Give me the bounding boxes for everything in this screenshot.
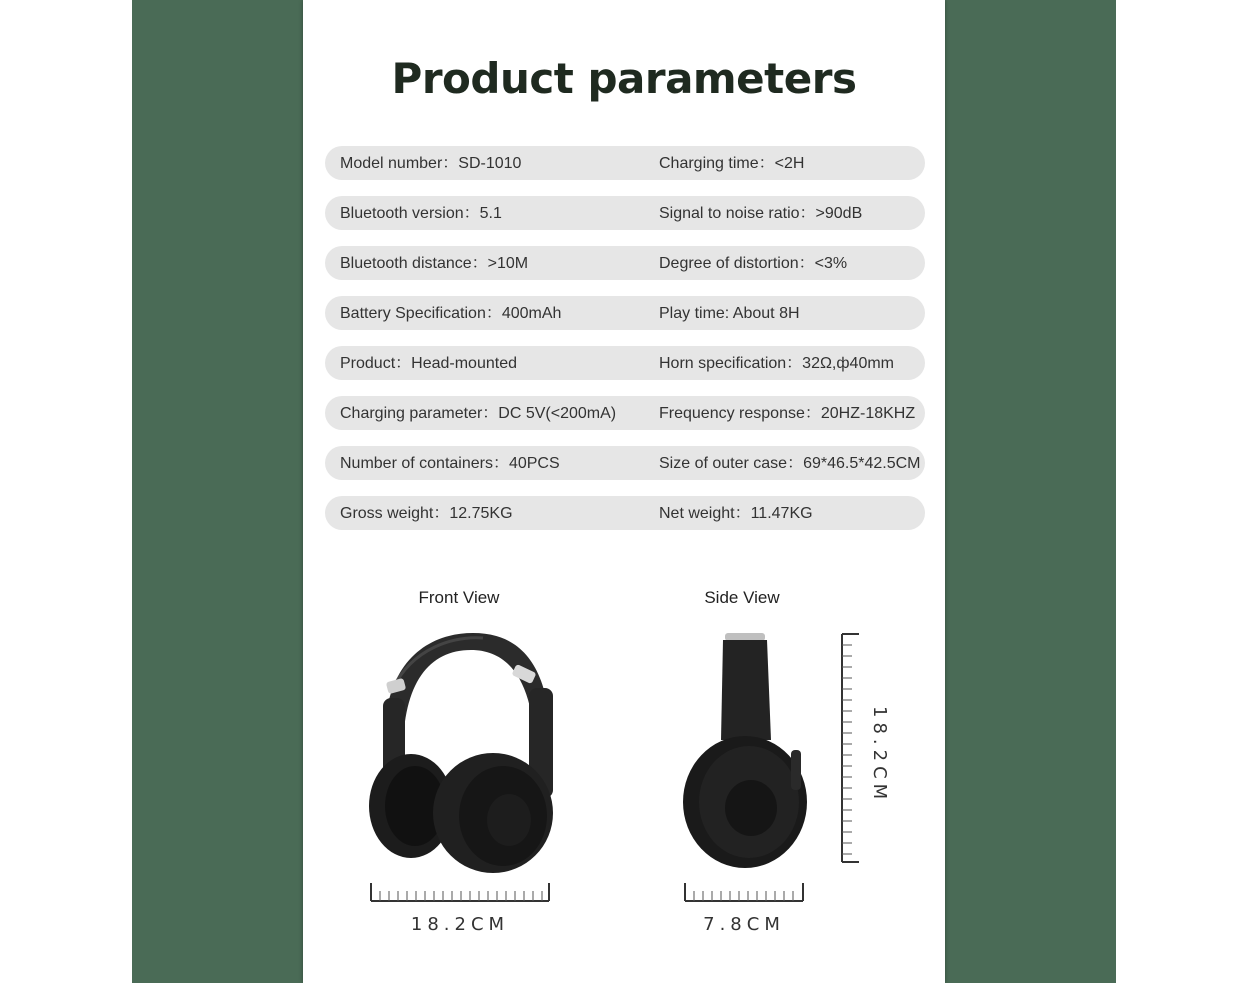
side-height-label: 18.2CM (869, 706, 890, 805)
parameter-right: Size of outer case：69*46.5*42.5CM (659, 455, 921, 472)
side-view-label: Side View (704, 588, 780, 607)
page-title: Product parameters (391, 54, 857, 103)
front-width-label: 18.2CM (410, 914, 510, 935)
parameter-right: Horn specification：32Ω,ф40mm (659, 355, 894, 372)
parameter-left: Bluetooth version：5.1 (340, 205, 502, 222)
front-width-ruler (370, 883, 550, 903)
parameter-row (325, 346, 925, 380)
parameter-row (325, 396, 925, 430)
parameter-left: Battery Specification：400mAh (340, 305, 562, 322)
parameter-right: Net weight：11.47KG (659, 505, 813, 522)
parameter-right: Frequency response：20HZ-18KHZ (659, 405, 916, 422)
parameter-left: Product：Head-mounted (340, 355, 517, 372)
parameter-row (325, 296, 925, 330)
parameter-right: Play time: About 8H (659, 305, 800, 322)
parameter-table (325, 146, 925, 546)
product-sheet (303, 0, 945, 983)
front-view-headphones-image (363, 628, 563, 873)
parameter-left: Gross weight：12.75KG (340, 505, 513, 522)
parameter-row (325, 446, 925, 480)
side-view-headphones-image (679, 630, 809, 870)
parameter-row (325, 496, 925, 530)
parameter-right: Degree of distortion：<3% (659, 255, 848, 272)
side-height-ruler (840, 633, 860, 863)
parameter-left: Charging parameter：DC 5V(<200mA) (340, 405, 617, 422)
parameter-left: Number of containers：40PCS (340, 455, 560, 472)
parameter-row (325, 146, 925, 180)
parameter-left: Model number：SD-1010 (340, 155, 522, 172)
parameter-row (325, 246, 925, 280)
parameter-right: Signal to noise ratio：>90dB (659, 205, 863, 222)
parameter-left: Bluetooth distance：>10M (340, 255, 529, 272)
side-width-ruler (684, 883, 804, 903)
parameter-right: Charging time：<2H (659, 155, 805, 172)
front-view-label: Front View (418, 588, 500, 607)
parameter-row (325, 196, 925, 230)
side-width-label: 7.8CM (703, 914, 785, 935)
